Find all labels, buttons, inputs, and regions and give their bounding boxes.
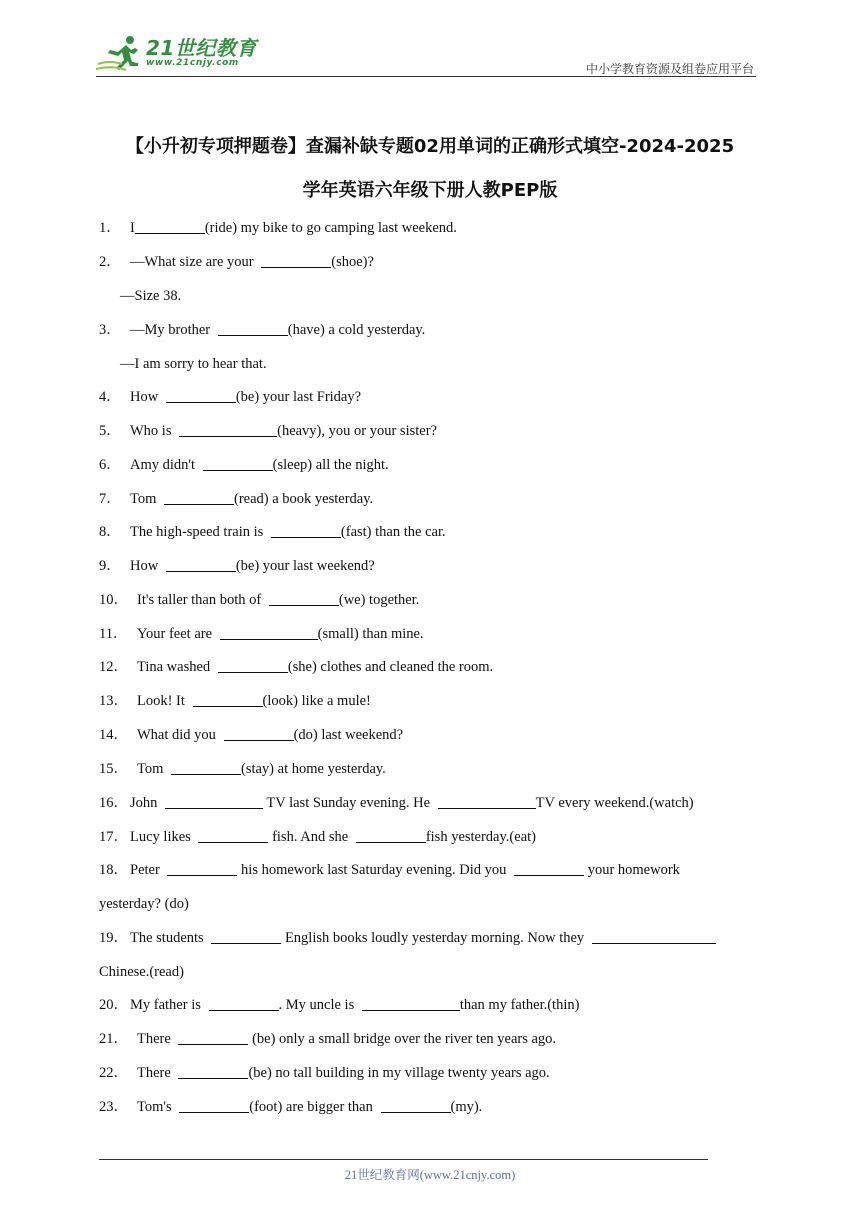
question-text: —My brother: [130, 322, 214, 338]
question-number: 20．: [99, 997, 128, 1013]
question-text: (be) your last Friday?: [235, 389, 362, 405]
question-text: How: [130, 558, 162, 574]
question-text: —What size are your: [130, 254, 258, 270]
question-text: I: [130, 220, 135, 236]
question-text: (we) together.: [338, 592, 420, 608]
header-divider: [96, 76, 756, 77]
question-text: (be) your last weekend?: [235, 558, 375, 574]
page-header: [96, 30, 756, 78]
question-text: (read) a book yesterday.: [234, 491, 374, 507]
footer-link[interactable]: 21世纪教育网(www.21cnjy.com): [344, 1168, 516, 1182]
question-text: The students: [130, 930, 208, 946]
question-text: (sleep) all the night.: [272, 457, 389, 473]
question-number: 16．: [99, 795, 128, 811]
question-text: (stay) at home yesterday.: [241, 761, 386, 777]
question-text: My father is: [130, 997, 205, 1013]
question-number: 13．: [99, 693, 128, 709]
question-text: (look) like a mule!: [262, 693, 371, 709]
question-text: fish yesterday.(eat): [425, 829, 536, 845]
answer-blank[interactable]: [193, 692, 263, 707]
question-19: [99, 929, 716, 947]
question-text: Tom's: [137, 1099, 176, 1115]
question-3: [99, 321, 425, 339]
question-text: (shoe)?: [331, 254, 374, 270]
question-text: TV last Sunday evening. He: [263, 795, 434, 811]
question-text: Peter: [130, 862, 164, 878]
question-13: [99, 692, 371, 710]
question-number: 5．: [99, 423, 121, 439]
question-21: [99, 1030, 556, 1048]
question-text: Your feet are: [137, 626, 216, 642]
answer-blank[interactable]: [167, 861, 237, 876]
answer-blank[interactable]: [218, 658, 288, 673]
question-15: [99, 760, 386, 778]
question-text: Lucy likes: [130, 829, 195, 845]
answer-blank[interactable]: [164, 490, 234, 505]
question-18-continued: yesterday? (do): [99, 896, 189, 912]
answer-blank[interactable]: [178, 1030, 248, 1045]
question-number: 15．: [99, 761, 128, 777]
answer-blank[interactable]: [166, 557, 236, 572]
question-number: 21．: [99, 1031, 128, 1047]
question-number: 4．: [99, 389, 121, 405]
logo-brand-name: 21世纪教育: [146, 36, 257, 60]
question-5: [99, 422, 437, 440]
question-text: It's taller than both of: [137, 592, 265, 608]
question-text: (she) clothes and cleaned the room.: [287, 659, 494, 675]
question-number: 18．: [99, 862, 128, 878]
question-text: (be) only a small bridge over the river ten years ago.: [248, 1031, 557, 1047]
question-text: (small) than mine.: [317, 626, 424, 642]
question-text: Tom: [130, 491, 160, 507]
question-11: [99, 625, 424, 643]
answer-blank[interactable]: [203, 456, 273, 471]
answer-blank[interactable]: [179, 1098, 249, 1113]
runner-logo-icon: [96, 34, 144, 74]
answer-blank[interactable]: [135, 219, 205, 234]
question-1: [99, 219, 457, 237]
question-22: [99, 1064, 550, 1082]
question-text: . My uncle is: [278, 997, 358, 1013]
question-8: [99, 523, 446, 541]
question-number: 11．: [99, 626, 128, 642]
answer-blank[interactable]: [198, 828, 268, 843]
question-text: Look! It: [137, 693, 189, 709]
question-text: than my father.(thin): [459, 997, 580, 1013]
answer-blank[interactable]: [224, 726, 294, 741]
question-4: [99, 388, 361, 406]
platform-name: 中小学教育资源及组卷应用平台: [585, 62, 754, 76]
answer-blank[interactable]: [211, 929, 281, 944]
question-text: There: [137, 1031, 175, 1047]
question-number: 9．: [99, 558, 121, 574]
question-23: [99, 1098, 482, 1116]
question-2: [99, 253, 374, 271]
question-number: 14．: [99, 727, 128, 743]
question-number: 7．: [99, 491, 121, 507]
question-number: 6．: [99, 457, 121, 473]
question-number: 23．: [99, 1099, 128, 1115]
logo-url: www.21cnjy.com: [146, 58, 239, 68]
question-number: 19．: [99, 930, 128, 946]
question-2-reply: —Size 38.: [120, 288, 182, 304]
question-text: The high-speed train is: [130, 524, 267, 540]
answer-blank[interactable]: [166, 388, 236, 403]
question-text: TV every weekend.(watch): [535, 795, 694, 811]
question-9: [99, 557, 375, 575]
question-3-reply: —I am sorry to hear that.: [120, 356, 267, 372]
question-text: How: [130, 389, 162, 405]
question-text: (fast) than the car.: [340, 524, 446, 540]
question-number: 12．: [99, 659, 128, 675]
question-text: (ride) my bike to go camping last weekend.: [204, 220, 457, 236]
question-text: your homework: [584, 862, 680, 878]
question-text: (foot) are bigger than: [249, 1099, 377, 1115]
answer-blank[interactable]: [271, 523, 341, 538]
question-text: There: [137, 1065, 175, 1081]
question-7: [99, 490, 373, 508]
answer-blank[interactable]: [220, 625, 318, 640]
question-text: fish. And she: [268, 829, 352, 845]
answer-blank[interactable]: [261, 253, 331, 268]
question-text: Tina washed: [137, 659, 214, 675]
question-16: [99, 794, 694, 812]
question-text: (my).: [450, 1099, 483, 1115]
question-14: [99, 726, 403, 744]
doc-title-line-1: 【小升初专项押题卷】查漏补缺专题02用单词的正确形式填空-2024-2025: [125, 136, 735, 157]
question-text: his homework last Saturday evening. Did you: [237, 862, 511, 878]
logo-text: [146, 32, 257, 68]
answer-blank[interactable]: [171, 760, 241, 775]
answer-blank[interactable]: [362, 996, 460, 1011]
question-text: John: [130, 795, 162, 811]
question-text: (heavy), you or your sister?: [277, 423, 437, 439]
question-text: English books loudly yesterday morning. Now they: [281, 930, 588, 946]
question-6: [99, 456, 389, 474]
question-text: (have) a cold yesterday.: [287, 322, 426, 338]
answer-blank[interactable]: [438, 794, 536, 809]
answer-blank[interactable]: [381, 1098, 451, 1113]
site-logo: [96, 34, 144, 74]
answer-blank[interactable]: [269, 591, 339, 606]
question-10: [99, 591, 419, 609]
question-17: [99, 828, 536, 846]
question-text: Tom: [137, 761, 167, 777]
answer-blank[interactable]: [165, 794, 263, 809]
question-text: (be) no tall building in my village twenty years ago.: [248, 1065, 550, 1081]
question-20: [99, 996, 579, 1014]
question-19-continued: Chinese.(read): [99, 964, 184, 980]
question-number: 22．: [99, 1065, 128, 1081]
question-18: [99, 861, 680, 879]
question-text: (do) last weekend?: [293, 727, 404, 743]
question-text: Amy didn't: [130, 457, 199, 473]
answer-blank[interactable]: [514, 861, 584, 876]
answer-blank[interactable]: [178, 1064, 248, 1079]
doc-title-line-2: 学年英语六年级下册人教PEP版: [302, 180, 558, 201]
question-12: [99, 658, 493, 676]
answer-blank[interactable]: [592, 929, 716, 944]
question-text: Who is: [130, 423, 176, 439]
answer-blank[interactable]: [179, 422, 277, 437]
question-number: 1．: [99, 220, 121, 236]
question-text: What did you: [137, 727, 220, 743]
footer-divider: [99, 1159, 708, 1160]
question-number: 2．: [99, 254, 121, 270]
answer-blank[interactable]: [356, 828, 426, 843]
answer-blank[interactable]: [218, 321, 288, 336]
question-number: 8．: [99, 524, 121, 540]
question-number: 17．: [99, 829, 128, 845]
question-number: 10．: [99, 592, 128, 608]
answer-blank[interactable]: [209, 996, 279, 1011]
question-number: 3．: [99, 322, 121, 338]
